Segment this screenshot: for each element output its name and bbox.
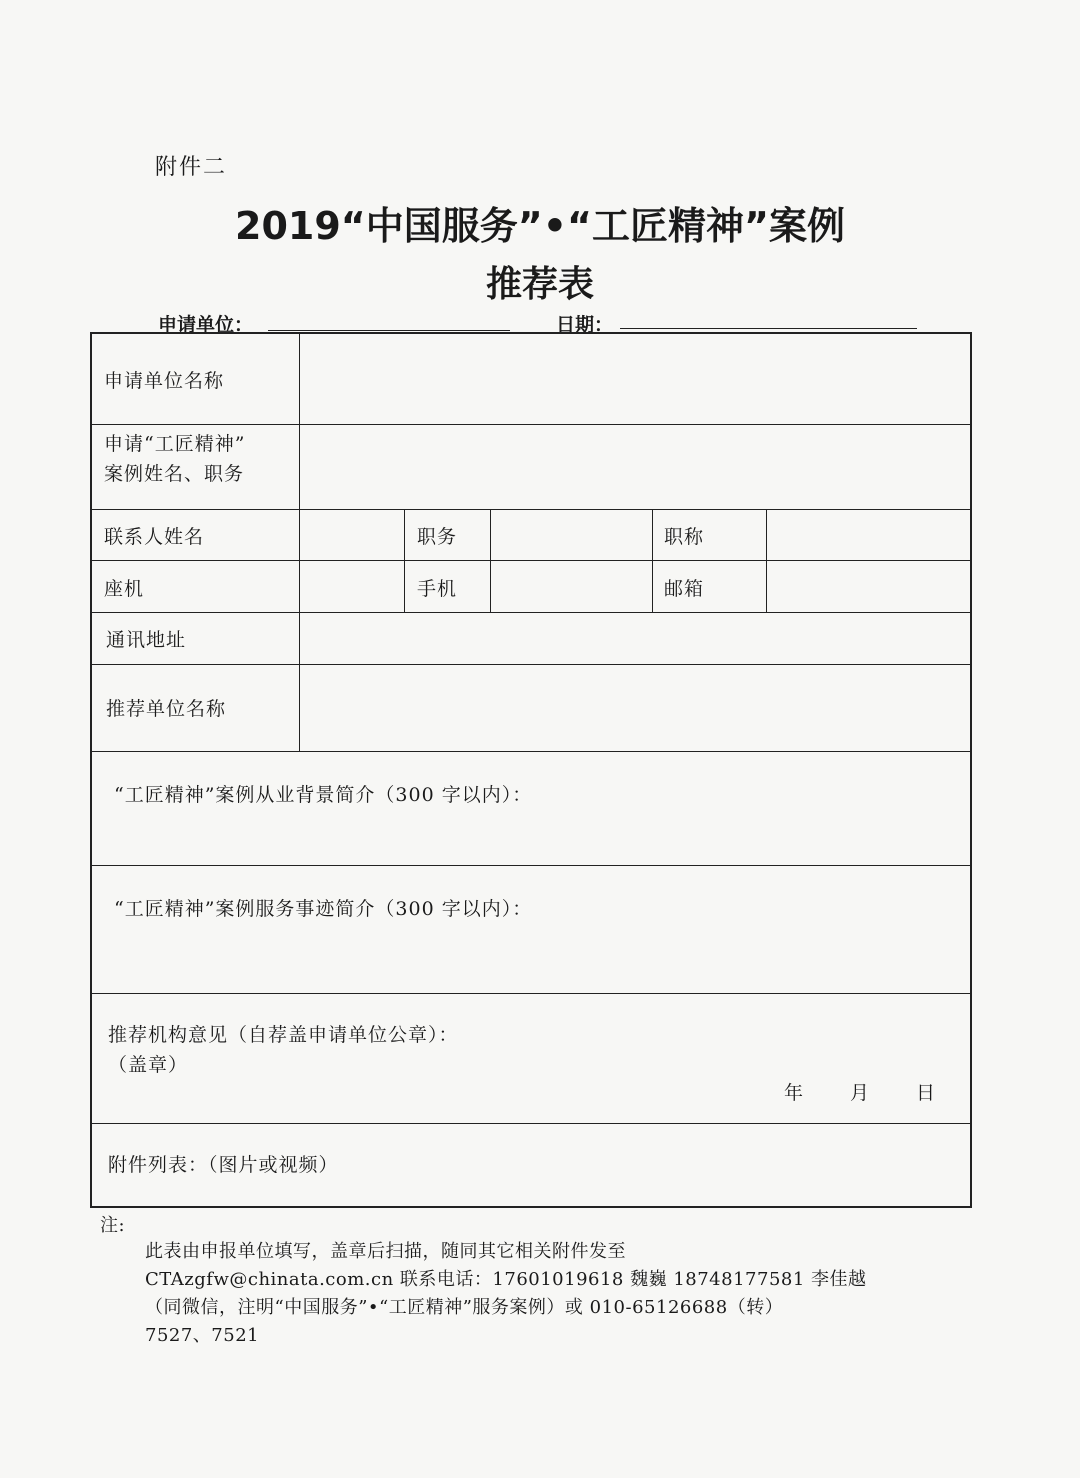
day-label: 日 <box>916 1082 937 1104</box>
recommender-name-input[interactable] <box>302 667 968 749</box>
position-input[interactable] <box>493 512 650 558</box>
applicant-unit-label: 申请单位： <box>158 314 254 336</box>
month-label: 月 <box>850 1082 871 1104</box>
applicant-unit-name-label: 申请单位名称 <box>104 370 225 392</box>
landline-label: 座机 <box>104 578 145 600</box>
background-intro-label: “工匠精神”案例从业背景简介（300 字以内）： <box>114 784 533 806</box>
position-label: 职务 <box>417 526 458 548</box>
mobile-input[interactable] <box>493 563 650 610</box>
notes-line3: （同微信，注明“中国服务”•“工匠精神”服务案例）或 010-65126688（转） <box>145 1297 784 1318</box>
notes-line1: 此表由申报单位填写，盖章后扫描，随同其它相关附件发至 <box>145 1241 626 1262</box>
attachments-label: 附件列表：（图片或视频） <box>108 1154 339 1176</box>
email-label: 邮箱 <box>664 578 705 600</box>
year-label: 年 <box>784 1082 805 1104</box>
case-name-input[interactable] <box>302 427 968 507</box>
case-name-label-line1: 申请“工匠精神” <box>104 433 246 455</box>
applicant-unit-field[interactable] <box>268 330 510 331</box>
contact-name-label: 联系人姓名 <box>104 526 205 548</box>
notes-label: 注: <box>100 1215 126 1236</box>
recommendation-form <box>90 332 972 1208</box>
applicant-unit-name-input[interactable] <box>302 336 968 422</box>
contact-name-input[interactable] <box>302 512 402 558</box>
email-input[interactable] <box>769 563 968 610</box>
page-title: 2019“中国服务”•“工匠精神”案例 <box>235 204 845 248</box>
notes-line4: 7527、7521 <box>145 1325 260 1346</box>
recommender-name-label: 推荐单位名称 <box>106 698 227 720</box>
service-intro-label: “工匠精神”案例服务事迹简介（300 字以内）： <box>114 898 533 920</box>
case-name-label-line2: 案例姓名、职务 <box>104 463 245 485</box>
notes-line2: CTAzgfw@chinata.com.cn 联系电话：17601019618 魏巍 18748177581 李佳越 <box>145 1269 867 1290</box>
seal-label: （盖章） <box>108 1054 189 1076</box>
background-intro-input[interactable] <box>94 814 968 862</box>
date-field[interactable] <box>620 328 917 329</box>
attachment-label: 附件二 <box>155 155 228 180</box>
address-label: 通讯地址 <box>106 629 187 651</box>
service-intro-input[interactable] <box>94 929 968 989</box>
address-input[interactable] <box>302 615 968 662</box>
page-subtitle: 推荐表 <box>485 264 594 305</box>
opinion-label: 推荐机构意见（自荐盖申请单位公章）： <box>108 1024 459 1046</box>
date-label: 日期： <box>556 314 614 336</box>
title-input[interactable] <box>769 512 968 558</box>
title-label: 职称 <box>664 526 705 548</box>
mobile-label: 手机 <box>417 578 458 600</box>
landline-input[interactable] <box>302 563 402 610</box>
